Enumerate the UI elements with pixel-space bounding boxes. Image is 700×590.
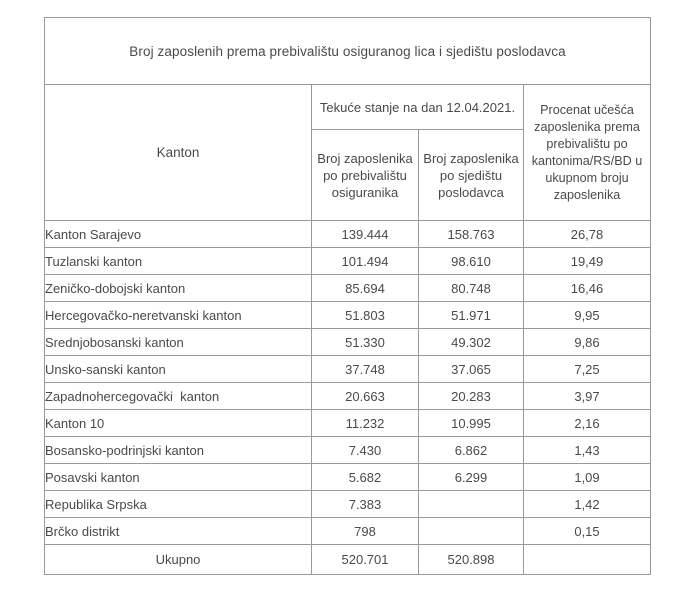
cell-prebivaliste: 139.444 (312, 221, 419, 248)
row-label: Posavski kanton (45, 464, 312, 491)
cell-prebivaliste: 101.494 (312, 248, 419, 275)
table-row (45, 356, 651, 383)
total-procenat (524, 545, 651, 575)
cell-prebivaliste: 7.430 (312, 437, 419, 464)
cell-procenat: 26,78 (524, 221, 651, 248)
total-row (45, 545, 651, 575)
page-title: Broj zaposlenih prema prebivalištu osiguranog lica i sjedištu poslodavca (45, 18, 651, 85)
table-row (45, 329, 651, 356)
cell-sjediste: 49.302 (419, 329, 524, 356)
cell-procenat: 9,86 (524, 329, 651, 356)
row-label: Kanton Sarajevo (45, 221, 312, 248)
total-sjediste: 520.898 (419, 545, 524, 575)
table-row (45, 302, 651, 329)
table-row (45, 221, 651, 248)
title-row (45, 18, 651, 85)
table-row (45, 410, 651, 437)
total-label: Ukupno (45, 545, 312, 575)
cell-procenat: 1,42 (524, 491, 651, 518)
cell-procenat: 2,16 (524, 410, 651, 437)
cell-sjediste: 37.065 (419, 356, 524, 383)
row-label: Brčko distrikt (45, 518, 312, 545)
cell-procenat: 3,97 (524, 383, 651, 410)
cell-procenat: 0,15 (524, 518, 651, 545)
cell-sjediste: 10.995 (419, 410, 524, 437)
row-label: Hercegovačko-neretvanski kanton (45, 302, 312, 329)
table-row (45, 491, 651, 518)
cell-prebivaliste: 798 (312, 518, 419, 545)
table-sheet (44, 17, 650, 575)
table-row (45, 464, 651, 491)
row-label: Republika Srpska (45, 491, 312, 518)
cell-procenat: 19,49 (524, 248, 651, 275)
cell-prebivaliste: 20.663 (312, 383, 419, 410)
column-header-procenat: Procenat učešća zaposlenika prema prebivalištu po kantonima/RS/BD u ukupnom broju zaposlenika (524, 85, 651, 221)
table-row (45, 383, 651, 410)
cell-prebivaliste: 37.748 (312, 356, 419, 383)
header-row-top (45, 85, 651, 130)
table-body (45, 18, 651, 575)
cell-procenat: 16,46 (524, 275, 651, 302)
cell-prebivaliste: 11.232 (312, 410, 419, 437)
employment-table (44, 17, 651, 575)
cell-procenat: 9,95 (524, 302, 651, 329)
row-label: Kanton 10 (45, 410, 312, 437)
column-header-sjediste: Broj zaposlenika po sjedištu poslodavca (419, 130, 524, 221)
row-label: Zeničko-dobojski kanton (45, 275, 312, 302)
cell-prebivaliste: 7.383 (312, 491, 419, 518)
cell-sjediste: 98.610 (419, 248, 524, 275)
cell-sjediste: 6.299 (419, 464, 524, 491)
cell-sjediste: 80.748 (419, 275, 524, 302)
cell-sjediste: 51.971 (419, 302, 524, 329)
cell-prebivaliste: 5.682 (312, 464, 419, 491)
column-header-prebivaliste: Broj zaposlenika po prebivalištu osiguranika (312, 130, 419, 221)
cell-procenat: 7,25 (524, 356, 651, 383)
column-header-period: Tekuće stanje na dan 12.04.2021. (312, 85, 524, 130)
table-row (45, 275, 651, 302)
cell-sjediste: 158.763 (419, 221, 524, 248)
table-row (45, 248, 651, 275)
cell-sjediste: 20.283 (419, 383, 524, 410)
row-label: Srednjobosanski kanton (45, 329, 312, 356)
cell-sjediste (419, 491, 524, 518)
column-header-kanton: Kanton (45, 85, 312, 221)
cell-procenat: 1,09 (524, 464, 651, 491)
row-label: Unsko-sanski kanton (45, 356, 312, 383)
table-row (45, 518, 651, 545)
cell-prebivaliste: 51.330 (312, 329, 419, 356)
row-label: Zapadnohercegovački kanton (45, 383, 312, 410)
row-label: Tuzlanski kanton (45, 248, 312, 275)
table-row (45, 437, 651, 464)
total-prebivaliste: 520.701 (312, 545, 419, 575)
cell-sjediste (419, 518, 524, 545)
cell-prebivaliste: 51.803 (312, 302, 419, 329)
row-label: Bosansko-podrinjski kanton (45, 437, 312, 464)
cell-procenat: 1,43 (524, 437, 651, 464)
cell-prebivaliste: 85.694 (312, 275, 419, 302)
cell-sjediste: 6.862 (419, 437, 524, 464)
